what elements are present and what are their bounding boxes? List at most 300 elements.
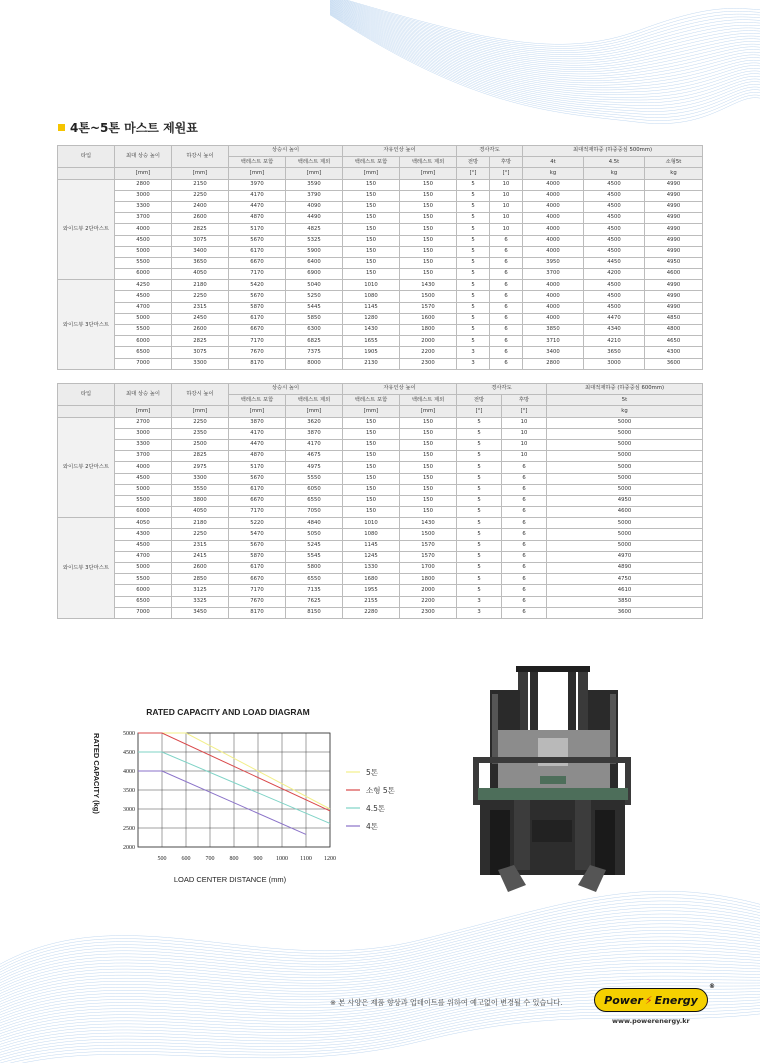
table-cell: 150 bbox=[343, 495, 400, 506]
table-cell: 2250 bbox=[172, 291, 229, 302]
table-cell: 3000 bbox=[115, 190, 172, 201]
table-row bbox=[58, 201, 703, 212]
table-cell: 4500 bbox=[584, 179, 645, 190]
table-row bbox=[58, 302, 703, 313]
header-front: 전방 bbox=[457, 157, 490, 168]
table-row bbox=[58, 439, 703, 450]
table-cell: 5420 bbox=[229, 280, 286, 291]
table-cell: 1080 bbox=[343, 291, 400, 302]
table-cell: 6170 bbox=[229, 484, 286, 495]
table-cell: 3400 bbox=[523, 347, 584, 358]
table-row bbox=[58, 325, 703, 336]
table-cell: 5500 bbox=[115, 257, 172, 268]
table-cell: 5 bbox=[457, 280, 490, 291]
unit-cell: [mm] bbox=[343, 406, 400, 417]
table-cell: 5 bbox=[457, 213, 490, 224]
table-cell: 4500 bbox=[584, 280, 645, 291]
table-cell: 3620 bbox=[286, 417, 343, 428]
table-cell: 1500 bbox=[400, 291, 457, 302]
table-cell: 4870 bbox=[229, 451, 286, 462]
table-cell: 7000 bbox=[115, 607, 172, 618]
y-tick-label: 4500 bbox=[123, 750, 135, 756]
table-cell: 5 bbox=[457, 257, 490, 268]
table-cell: 150 bbox=[400, 269, 457, 280]
table-cell: 150 bbox=[400, 235, 457, 246]
table-cell: 5 bbox=[457, 507, 502, 518]
table-cell: 7670 bbox=[229, 596, 286, 607]
table-cell: 4470 bbox=[229, 439, 286, 450]
table-cell: 150 bbox=[400, 224, 457, 235]
unit-cell: [mm] bbox=[229, 168, 286, 179]
table-cell: 7170 bbox=[229, 585, 286, 596]
table-cell: 6300 bbox=[286, 325, 343, 336]
table-cell: 4170 bbox=[286, 439, 343, 450]
table-row bbox=[58, 451, 703, 462]
table-cell: 7135 bbox=[286, 585, 343, 596]
header-incl-backrest: 백레스트 포함 bbox=[343, 395, 400, 406]
table-row bbox=[58, 607, 703, 618]
table-cell: 6170 bbox=[229, 563, 286, 574]
y-tick-label: 2500 bbox=[123, 826, 135, 832]
table-cell: 4500 bbox=[584, 224, 645, 235]
table-cell: 2500 bbox=[172, 439, 229, 450]
table-cell: 6 bbox=[502, 495, 547, 506]
table-cell: 4000 bbox=[523, 235, 584, 246]
table-cell: 5 bbox=[457, 190, 490, 201]
table-cell: 1080 bbox=[343, 529, 400, 540]
table-cell: 5 bbox=[457, 428, 502, 439]
table-cell: 3 bbox=[457, 358, 490, 369]
unit-cell: [mm] bbox=[343, 168, 400, 179]
unit-cell: [mm] bbox=[286, 168, 343, 179]
table-row bbox=[58, 257, 703, 268]
table-row bbox=[58, 462, 703, 473]
capacity-load-chart bbox=[88, 703, 395, 893]
table-cell: 5470 bbox=[229, 529, 286, 540]
disclaimer-note: ※ 본 사양은 제품 향상과 업데이트를 위하여 예고없이 변경될 수 있습니다. bbox=[330, 998, 563, 1007]
table-cell: 6 bbox=[490, 235, 523, 246]
table-cell: 4000 bbox=[523, 190, 584, 201]
table-cell: 3325 bbox=[172, 596, 229, 607]
table-cell: 6825 bbox=[286, 336, 343, 347]
table-cell: 5325 bbox=[286, 235, 343, 246]
table-cell: 5545 bbox=[286, 551, 343, 562]
x-tick-label: 800 bbox=[229, 856, 239, 862]
unit-cell: [mm] bbox=[172, 168, 229, 179]
unit-cell: [°] bbox=[490, 168, 523, 179]
table-cell: 4700 bbox=[115, 551, 172, 562]
table-cell: 5 bbox=[457, 291, 490, 302]
table-cell: 4050 bbox=[172, 269, 229, 280]
table-cell: 2300 bbox=[400, 607, 457, 618]
registered-mark-icon: ® bbox=[709, 983, 715, 990]
table-row bbox=[58, 190, 703, 201]
table-cell: 150 bbox=[343, 417, 400, 428]
units-row bbox=[58, 406, 703, 417]
table-cell: 5250 bbox=[286, 291, 343, 302]
table-cell: 10 bbox=[490, 224, 523, 235]
table-row bbox=[58, 417, 703, 428]
unit-cell: [mm] bbox=[115, 168, 172, 179]
table-cell: 1145 bbox=[343, 540, 400, 551]
table-cell: 5 bbox=[457, 302, 490, 313]
table-cell: 5500 bbox=[115, 325, 172, 336]
table-cell: 4300 bbox=[645, 347, 703, 358]
table-cell: 4500 bbox=[115, 473, 172, 484]
table-row bbox=[58, 596, 703, 607]
table-cell: 1800 bbox=[400, 574, 457, 585]
table-cell: 5800 bbox=[286, 563, 343, 574]
header-extended: 상승시 높이 bbox=[229, 146, 343, 157]
units-type-blank bbox=[58, 168, 115, 179]
header-capacity: 최대적재하중 (하중중심 500mm) bbox=[523, 146, 703, 157]
square-bullet-icon bbox=[58, 124, 65, 131]
table-cell: 2825 bbox=[172, 451, 229, 462]
table-cell: 5000 bbox=[547, 439, 703, 450]
table-cell: 4500 bbox=[115, 291, 172, 302]
unit-cell: kg bbox=[523, 168, 584, 179]
table-cell: 5670 bbox=[229, 235, 286, 246]
table-cell: 3850 bbox=[547, 596, 703, 607]
x-tick-label: 700 bbox=[205, 856, 215, 862]
table-cell: 4000 bbox=[523, 246, 584, 257]
table-row bbox=[58, 213, 703, 224]
table-cell: 5900 bbox=[286, 246, 343, 257]
table-cell: 4000 bbox=[523, 313, 584, 324]
table-cell: 2450 bbox=[172, 313, 229, 324]
table-cell: 5 bbox=[457, 439, 502, 450]
table-cell: 3790 bbox=[286, 190, 343, 201]
table-cell: 5000 bbox=[547, 451, 703, 462]
header-rear: 후방 bbox=[490, 157, 523, 168]
table-cell: 1010 bbox=[343, 280, 400, 291]
table-cell: 7170 bbox=[229, 336, 286, 347]
table-cell: 2250 bbox=[172, 417, 229, 428]
spec-table-600mm bbox=[57, 383, 703, 619]
table-cell: 6 bbox=[502, 484, 547, 495]
table-cell: 5445 bbox=[286, 302, 343, 313]
table-cell: 150 bbox=[343, 179, 400, 190]
table-cell: 6670 bbox=[229, 325, 286, 336]
table-cell: 6 bbox=[490, 257, 523, 268]
unit-cell: [°] bbox=[457, 168, 490, 179]
table-cell: 1680 bbox=[343, 574, 400, 585]
table-cell: 4990 bbox=[645, 201, 703, 212]
table-cell: 3650 bbox=[172, 257, 229, 268]
table-cell: 1280 bbox=[343, 313, 400, 324]
table-cell: 8170 bbox=[229, 607, 286, 618]
table-cell: 3300 bbox=[115, 201, 172, 212]
table-cell: 4000 bbox=[523, 280, 584, 291]
table-cell: 4300 bbox=[115, 529, 172, 540]
table-cell: 4000 bbox=[523, 302, 584, 313]
table-cell: 4500 bbox=[115, 235, 172, 246]
logo-text-energy: Energy bbox=[654, 993, 698, 1007]
table-cell: 4990 bbox=[645, 302, 703, 313]
table-cell: 4500 bbox=[584, 246, 645, 257]
table-cell: 7170 bbox=[229, 269, 286, 280]
header-excl-backrest: 백레스트 제외 bbox=[400, 157, 457, 168]
table-cell: 3870 bbox=[286, 428, 343, 439]
table-cell: 10 bbox=[502, 439, 547, 450]
table-cell: 150 bbox=[400, 213, 457, 224]
table-cell: 3700 bbox=[115, 213, 172, 224]
header-tilt: 경사각도 bbox=[457, 384, 547, 395]
header-incl-backrest: 백레스트 포함 bbox=[229, 395, 286, 406]
table-cell: 2130 bbox=[343, 358, 400, 369]
header-lowered: 하강시 높이 bbox=[172, 146, 229, 168]
header-extended: 상승시 높이 bbox=[229, 384, 343, 395]
table-cell: 3125 bbox=[172, 585, 229, 596]
table-cell: 1570 bbox=[400, 551, 457, 562]
table-cell: 6900 bbox=[286, 269, 343, 280]
table-cell: 10 bbox=[502, 451, 547, 462]
header-excl-backrest: 백레스트 제외 bbox=[286, 157, 343, 168]
table-cell: 150 bbox=[400, 179, 457, 190]
table-cell: 2600 bbox=[172, 563, 229, 574]
table-row bbox=[58, 358, 703, 369]
table-cell: 4450 bbox=[584, 257, 645, 268]
table-cell: 2250 bbox=[172, 190, 229, 201]
x-tick-label: 1100 bbox=[300, 856, 312, 862]
table-cell: 3870 bbox=[229, 417, 286, 428]
table-cell: 4490 bbox=[286, 213, 343, 224]
table-cell: 150 bbox=[400, 417, 457, 428]
table-cell: 6000 bbox=[115, 585, 172, 596]
table-cell: 150 bbox=[400, 473, 457, 484]
header-rear: 후방 bbox=[502, 395, 547, 406]
table-cell: 5170 bbox=[229, 224, 286, 235]
table-cell: 5000 bbox=[547, 462, 703, 473]
table-cell: 6 bbox=[502, 585, 547, 596]
header-free-lift: 자유인상 높이 bbox=[343, 146, 457, 157]
table-cell: 4500 bbox=[115, 540, 172, 551]
table-cell: 150 bbox=[400, 246, 457, 257]
table-cell: 150 bbox=[400, 428, 457, 439]
page-title-text: 4톤~5톤 마스트 제원표 bbox=[70, 121, 198, 135]
table-cell: 4970 bbox=[547, 551, 703, 562]
x-tick-label: 1200 bbox=[324, 856, 336, 862]
table-cell: 5050 bbox=[286, 529, 343, 540]
table-cell: 150 bbox=[343, 484, 400, 495]
table-cell: 2180 bbox=[172, 518, 229, 529]
table-cell: 4500 bbox=[584, 201, 645, 212]
table-cell: 3600 bbox=[547, 607, 703, 618]
unit-cell: kg bbox=[645, 168, 703, 179]
table-cell: 150 bbox=[343, 201, 400, 212]
table-cell: 2280 bbox=[343, 607, 400, 618]
table-cell: 5 bbox=[457, 540, 502, 551]
header-incl-backrest: 백레스트 포함 bbox=[229, 157, 286, 168]
table-cell: 7670 bbox=[229, 347, 286, 358]
header-cap-5t-compact: 소형5t bbox=[645, 157, 703, 168]
y-tick-label: 4000 bbox=[123, 769, 135, 775]
table-cell: 150 bbox=[400, 439, 457, 450]
table-cell: 10 bbox=[502, 428, 547, 439]
x-tick-label: 1000 bbox=[276, 856, 288, 862]
table-cell: 1600 bbox=[400, 313, 457, 324]
table-cell: 150 bbox=[343, 439, 400, 450]
table-row bbox=[58, 291, 703, 302]
table-cell: 4650 bbox=[645, 336, 703, 347]
table-cell: 4975 bbox=[286, 462, 343, 473]
table-cell: 5000 bbox=[115, 563, 172, 574]
table-cell: 6 bbox=[502, 596, 547, 607]
table-cell: 4000 bbox=[523, 291, 584, 302]
table-cell: 6 bbox=[502, 551, 547, 562]
y-tick-label: 5000 bbox=[123, 731, 135, 737]
table-cell: 3970 bbox=[229, 179, 286, 190]
header-cap-4t: 4t bbox=[523, 157, 584, 168]
table-cell: 5000 bbox=[115, 313, 172, 324]
table-cell: 4990 bbox=[645, 213, 703, 224]
x-tick-label: 900 bbox=[253, 856, 263, 862]
table-cell: 5 bbox=[457, 417, 502, 428]
unit-cell: kg bbox=[547, 406, 703, 417]
table-cell: 10 bbox=[490, 201, 523, 212]
table-cell: 8000 bbox=[286, 358, 343, 369]
table-cell: 150 bbox=[343, 257, 400, 268]
table-cell: 2200 bbox=[400, 596, 457, 607]
table-cell: 1430 bbox=[400, 280, 457, 291]
table-cell: 4840 bbox=[286, 518, 343, 529]
table-cell: 5 bbox=[457, 574, 502, 585]
table-cell: 2200 bbox=[400, 347, 457, 358]
table-cell: 150 bbox=[343, 269, 400, 280]
table-cell: 4990 bbox=[645, 246, 703, 257]
table-cell: 5 bbox=[457, 495, 502, 506]
table-cell: 3650 bbox=[584, 347, 645, 358]
table-cell: 3 bbox=[457, 347, 490, 358]
table-cell: 6 bbox=[490, 347, 523, 358]
table-cell: 150 bbox=[343, 428, 400, 439]
table-cell: 150 bbox=[400, 495, 457, 506]
table-cell: 1500 bbox=[400, 529, 457, 540]
unit-cell: [mm] bbox=[172, 406, 229, 417]
table-cell: 6 bbox=[490, 246, 523, 257]
header-free-lift: 자유인상 높이 bbox=[343, 384, 457, 395]
table-cell: 4500 bbox=[584, 235, 645, 246]
header-capacity: 최대적재하중 (하중중심 600mm) bbox=[547, 384, 703, 395]
table-cell: 6000 bbox=[115, 507, 172, 518]
table-row bbox=[58, 313, 703, 324]
table-cell: 4800 bbox=[645, 325, 703, 336]
table-cell: 5850 bbox=[286, 313, 343, 324]
table-cell: 3400 bbox=[172, 246, 229, 257]
table-cell: 5 bbox=[457, 451, 502, 462]
table-row bbox=[58, 336, 703, 347]
table-cell: 2600 bbox=[172, 325, 229, 336]
table-cell: 2700 bbox=[115, 417, 172, 428]
table-cell: 2315 bbox=[172, 540, 229, 551]
table-cell: 6050 bbox=[286, 484, 343, 495]
table-cell: 6 bbox=[502, 518, 547, 529]
chart-ticks bbox=[123, 731, 336, 862]
table-cell: 4340 bbox=[584, 325, 645, 336]
table-cell: 5670 bbox=[229, 473, 286, 484]
header-cap-5t: 5t bbox=[547, 395, 703, 406]
table-cell: 2350 bbox=[172, 428, 229, 439]
table-cell: 6 bbox=[490, 291, 523, 302]
table-row bbox=[58, 529, 703, 540]
table-cell: 3 bbox=[457, 596, 502, 607]
unit-cell: [mm] bbox=[286, 406, 343, 417]
table-cell: 5 bbox=[457, 336, 490, 347]
table-row bbox=[58, 495, 703, 506]
table-cell: 5220 bbox=[229, 518, 286, 529]
header-type: 타입 bbox=[58, 384, 115, 406]
table-cell: 3075 bbox=[172, 347, 229, 358]
header-type: 타입 bbox=[58, 146, 115, 168]
table-cell: 1430 bbox=[343, 325, 400, 336]
table-cell: 4000 bbox=[523, 213, 584, 224]
table-cell: 5 bbox=[457, 551, 502, 562]
table-cell: 3000 bbox=[584, 358, 645, 369]
table-cell: 3700 bbox=[523, 269, 584, 280]
table-row bbox=[58, 269, 703, 280]
table-cell: 4500 bbox=[584, 213, 645, 224]
table-cell: 150 bbox=[343, 190, 400, 201]
table-cell: 2415 bbox=[172, 551, 229, 562]
table-cell: 3450 bbox=[172, 607, 229, 618]
table-cell: 3950 bbox=[523, 257, 584, 268]
unit-cell: kg bbox=[584, 168, 645, 179]
table-cell: 6500 bbox=[115, 347, 172, 358]
table-cell: 150 bbox=[400, 257, 457, 268]
table-cell: 4000 bbox=[523, 179, 584, 190]
table-cell: 5 bbox=[457, 484, 502, 495]
table-cell: 4600 bbox=[645, 269, 703, 280]
table-row bbox=[58, 347, 703, 358]
table-cell: 4000 bbox=[115, 224, 172, 235]
table-cell: 4950 bbox=[547, 495, 703, 506]
table-cell: 2600 bbox=[172, 213, 229, 224]
table-cell: 6 bbox=[490, 280, 523, 291]
table-cell: 5 bbox=[457, 563, 502, 574]
table-cell: 5000 bbox=[547, 518, 703, 529]
table-cell: 7050 bbox=[286, 507, 343, 518]
table-cell: 1430 bbox=[400, 518, 457, 529]
y-tick-label: 3000 bbox=[123, 807, 135, 813]
table-cell: 6 bbox=[490, 302, 523, 313]
table-cell: 5 bbox=[457, 518, 502, 529]
chart-title: RATED CAPACITY AND LOAD DIAGRAM bbox=[146, 707, 310, 717]
table-cell: 1570 bbox=[400, 540, 457, 551]
unit-cell: [mm] bbox=[115, 406, 172, 417]
units-row bbox=[58, 168, 703, 179]
table-cell: 5 bbox=[457, 269, 490, 280]
website-url[interactable]: www.powerenergy.kr bbox=[612, 1017, 690, 1025]
table-cell: 150 bbox=[343, 451, 400, 462]
table-cell: 3550 bbox=[172, 484, 229, 495]
table-cell: 4470 bbox=[584, 313, 645, 324]
table-row bbox=[58, 563, 703, 574]
table-cell: 2000 bbox=[400, 585, 457, 596]
table-cell: 5040 bbox=[286, 280, 343, 291]
table-cell: 6170 bbox=[229, 246, 286, 257]
table-cell: 7000 bbox=[115, 358, 172, 369]
power-energy-logo bbox=[594, 983, 715, 1012]
spec-table-500mm bbox=[57, 145, 703, 370]
table-cell: 150 bbox=[343, 235, 400, 246]
unit-cell: [mm] bbox=[400, 168, 457, 179]
table-row bbox=[58, 428, 703, 439]
table-cell: 6 bbox=[502, 540, 547, 551]
table-cell: 5670 bbox=[229, 540, 286, 551]
table-cell: 6 bbox=[502, 574, 547, 585]
table-cell: 3590 bbox=[286, 179, 343, 190]
table-cell: 5500 bbox=[115, 574, 172, 585]
